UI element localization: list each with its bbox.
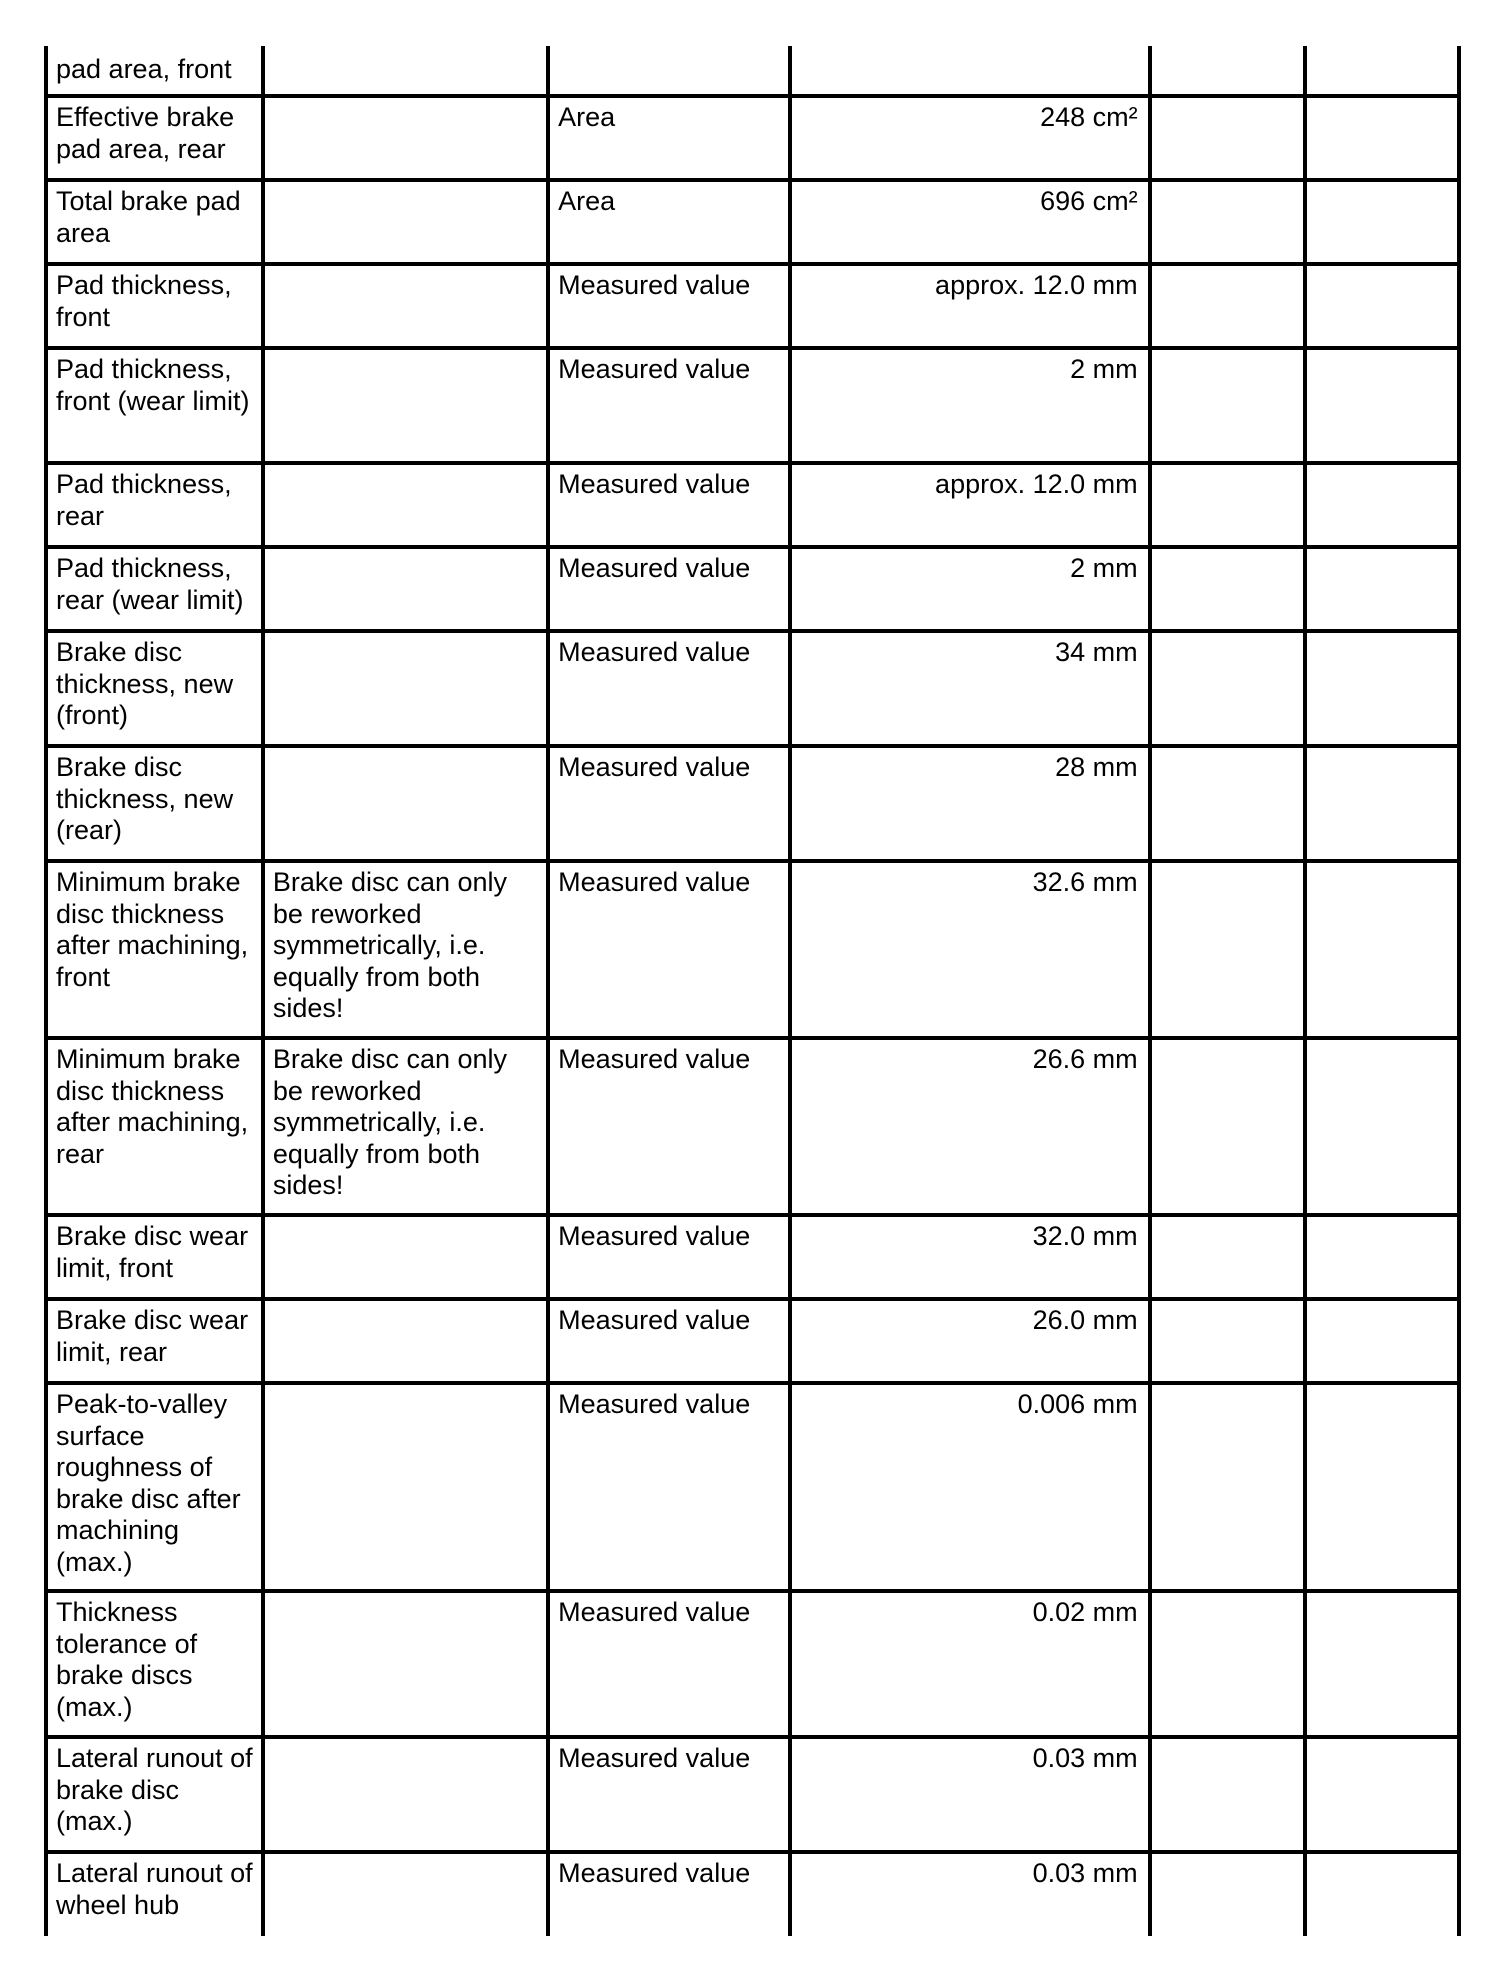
note-cell bbox=[263, 1737, 548, 1852]
parameter-cell: Pad thickness, front bbox=[46, 264, 263, 348]
method-cell: Measured value bbox=[548, 547, 790, 631]
empty-cell bbox=[1305, 96, 1459, 180]
note-cell: Brake disc can only be reworked symmetrically, i.e. equally from both sides! bbox=[263, 861, 548, 1038]
method-cell: Measured value bbox=[548, 1737, 790, 1852]
table-row bbox=[46, 264, 1459, 348]
empty-cell bbox=[1150, 547, 1306, 631]
parameter-cell: Pad thickness, rear (wear limit) bbox=[46, 547, 263, 631]
empty-cell bbox=[1305, 1383, 1459, 1591]
empty-cell bbox=[1150, 746, 1306, 861]
method-cell: Area bbox=[548, 96, 790, 180]
parameter-cell: Effective brake pad area, rear bbox=[46, 96, 263, 180]
empty-cell bbox=[1150, 1737, 1306, 1852]
value-cell: 26.6 mm bbox=[790, 1038, 1150, 1215]
note-cell bbox=[263, 96, 548, 180]
empty-cell bbox=[1305, 1299, 1459, 1383]
method-cell: Measured value bbox=[548, 861, 790, 1038]
method-cell: Measured value bbox=[548, 1852, 790, 1936]
value-cell: approx. 12.0 mm bbox=[790, 463, 1150, 547]
value-cell: 26.0 mm bbox=[790, 1299, 1150, 1383]
note-cell bbox=[263, 746, 548, 861]
parameter-cell: Peak-to-valley surface roughness of brake disc after machining (max.) bbox=[46, 1383, 263, 1591]
table-row bbox=[46, 631, 1459, 746]
empty-cell bbox=[1305, 1852, 1459, 1936]
method-cell: Measured value bbox=[548, 1038, 790, 1215]
table-row bbox=[46, 1591, 1459, 1737]
empty-cell bbox=[1150, 348, 1306, 463]
value-cell: 32.6 mm bbox=[790, 861, 1150, 1038]
table-row bbox=[46, 463, 1459, 547]
table-row bbox=[46, 1737, 1459, 1852]
value-cell: 0.03 mm bbox=[790, 1852, 1150, 1936]
empty-cell bbox=[1150, 861, 1306, 1038]
method-cell bbox=[548, 46, 790, 96]
empty-cell bbox=[1150, 96, 1306, 180]
empty-cell bbox=[1305, 46, 1459, 96]
value-cell: 28 mm bbox=[790, 746, 1150, 861]
note-cell bbox=[263, 631, 548, 746]
brake-specification-table bbox=[44, 46, 1461, 1936]
table-row bbox=[46, 1383, 1459, 1591]
method-cell: Measured value bbox=[548, 1299, 790, 1383]
parameter-cell: Thickness tolerance of brake discs (max.) bbox=[46, 1591, 263, 1737]
table-row bbox=[46, 96, 1459, 180]
table-body bbox=[46, 46, 1459, 1936]
empty-cell bbox=[1305, 547, 1459, 631]
note-cell bbox=[263, 1591, 548, 1737]
parameter-cell: Brake disc thickness, new (rear) bbox=[46, 746, 263, 861]
table-row bbox=[46, 348, 1459, 463]
table-row bbox=[46, 547, 1459, 631]
empty-cell bbox=[1150, 264, 1306, 348]
empty-cell bbox=[1150, 631, 1306, 746]
note-cell bbox=[263, 264, 548, 348]
method-cell: Measured value bbox=[548, 1383, 790, 1591]
value-cell: approx. 12.0 mm bbox=[790, 264, 1150, 348]
value-cell: 696 cm² bbox=[790, 180, 1150, 264]
empty-cell bbox=[1150, 46, 1306, 96]
method-cell: Measured value bbox=[548, 1591, 790, 1737]
empty-cell bbox=[1305, 264, 1459, 348]
parameter-cell: Brake disc wear limit, rear bbox=[46, 1299, 263, 1383]
empty-cell bbox=[1305, 746, 1459, 861]
value-cell: 2 mm bbox=[790, 348, 1150, 463]
note-cell: Brake disc can only be reworked symmetrically, i.e. equally from both sides! bbox=[263, 1038, 548, 1215]
note-cell bbox=[263, 348, 548, 463]
note-cell bbox=[263, 547, 548, 631]
parameter-cell: Total brake pad area bbox=[46, 180, 263, 264]
note-cell bbox=[263, 180, 548, 264]
note-cell bbox=[263, 463, 548, 547]
empty-cell bbox=[1150, 1038, 1306, 1215]
empty-cell bbox=[1150, 1383, 1306, 1591]
method-cell: Measured value bbox=[548, 463, 790, 547]
parameter-cell: Lateral runout of brake disc (max.) bbox=[46, 1737, 263, 1852]
empty-cell bbox=[1305, 463, 1459, 547]
parameter-cell: Brake disc thickness, new (front) bbox=[46, 631, 263, 746]
document-page bbox=[44, 46, 1461, 1936]
empty-cell bbox=[1305, 348, 1459, 463]
table-row bbox=[46, 1299, 1459, 1383]
empty-cell bbox=[1150, 180, 1306, 264]
table-row bbox=[46, 1038, 1459, 1215]
table-row bbox=[46, 1852, 1459, 1936]
value-cell: 34 mm bbox=[790, 631, 1150, 746]
value-cell: 248 cm² bbox=[790, 96, 1150, 180]
empty-cell bbox=[1150, 1299, 1306, 1383]
empty-cell bbox=[1150, 1591, 1306, 1737]
method-cell: Measured value bbox=[548, 631, 790, 746]
empty-cell bbox=[1305, 631, 1459, 746]
table-row bbox=[46, 180, 1459, 264]
empty-cell bbox=[1305, 861, 1459, 1038]
empty-cell bbox=[1305, 1038, 1459, 1215]
parameter-cell: pad area, front bbox=[46, 46, 263, 96]
parameter-cell: Minimum brake disc thickness after machining, front bbox=[46, 861, 263, 1038]
note-cell bbox=[263, 1215, 548, 1299]
method-cell: Measured value bbox=[548, 348, 790, 463]
value-cell: 0.03 mm bbox=[790, 1737, 1150, 1852]
parameter-cell: Pad thickness, rear bbox=[46, 463, 263, 547]
empty-cell bbox=[1150, 1215, 1306, 1299]
empty-cell bbox=[1305, 1215, 1459, 1299]
table-row bbox=[46, 1215, 1459, 1299]
table-row bbox=[46, 46, 1459, 96]
method-cell: Measured value bbox=[548, 264, 790, 348]
parameter-cell: Minimum brake disc thickness after machining, rear bbox=[46, 1038, 263, 1215]
table-row bbox=[46, 746, 1459, 861]
note-cell bbox=[263, 1852, 548, 1936]
note-cell bbox=[263, 1383, 548, 1591]
empty-cell bbox=[1305, 1737, 1459, 1852]
parameter-cell: Lateral runout of wheel hub bbox=[46, 1852, 263, 1936]
value-cell: 0.006 mm bbox=[790, 1383, 1150, 1591]
method-cell: Measured value bbox=[548, 1215, 790, 1299]
value-cell: 0.02 mm bbox=[790, 1591, 1150, 1737]
empty-cell bbox=[1305, 1591, 1459, 1737]
parameter-cell: Pad thickness, front (wear limit) bbox=[46, 348, 263, 463]
table-row bbox=[46, 861, 1459, 1038]
note-cell bbox=[263, 1299, 548, 1383]
note-cell bbox=[263, 46, 548, 96]
empty-cell bbox=[1305, 180, 1459, 264]
value-cell: 2 mm bbox=[790, 547, 1150, 631]
method-cell: Measured value bbox=[548, 746, 790, 861]
empty-cell bbox=[1150, 463, 1306, 547]
method-cell: Area bbox=[548, 180, 790, 264]
value-cell bbox=[790, 46, 1150, 96]
empty-cell bbox=[1150, 1852, 1306, 1936]
parameter-cell: Brake disc wear limit, front bbox=[46, 1215, 263, 1299]
value-cell: 32.0 mm bbox=[790, 1215, 1150, 1299]
